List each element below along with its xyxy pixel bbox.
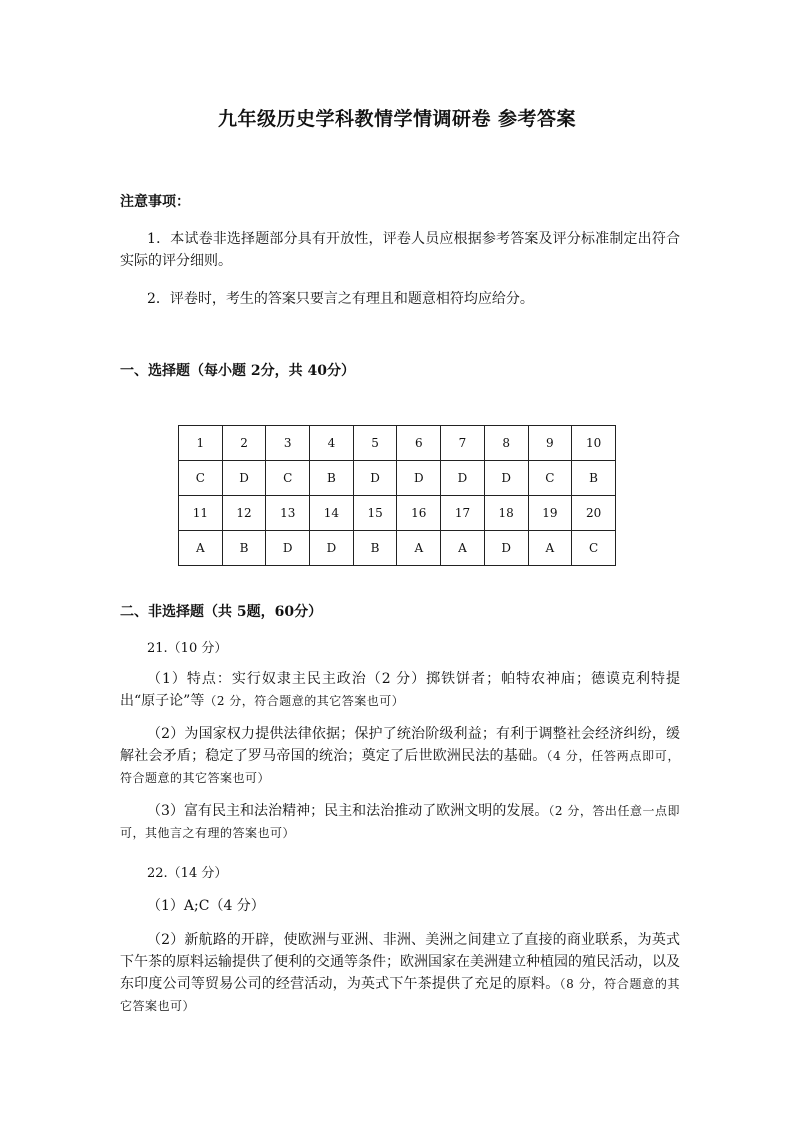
scoring-note: （2 分，符合题意的其它答案也可） bbox=[204, 694, 405, 708]
answer-text: （1）特点：实行奴隶主民主政治（2 分）掷铁饼者；帕特农神庙；德谟克利特提出“原子论”等 bbox=[120, 671, 680, 709]
table-cell: 9 bbox=[528, 426, 572, 461]
table-cell: 20 bbox=[572, 496, 616, 531]
choice-answer-table bbox=[178, 425, 616, 566]
table-cell: B bbox=[353, 531, 397, 566]
table-cell: 7 bbox=[441, 426, 485, 461]
table-cell: 3 bbox=[266, 426, 310, 461]
section-1-heading: 一、选择题（每小题 2分，共 40分） bbox=[120, 363, 355, 379]
notice-item-1: 1．本试卷非选择题部分具有开放性，评卷人员应根据参考答案及评分标准制定出符合实际的评分细则。 bbox=[120, 231, 680, 269]
q21-answer-3 bbox=[120, 800, 680, 844]
table-cell: C bbox=[572, 531, 616, 566]
question-21-label: 21.（10 分） bbox=[147, 641, 228, 656]
table-cell: 8 bbox=[484, 426, 528, 461]
answer-text: （2）新航路的开辟，使欧洲与亚洲、非洲、美洲之间建立了直接的商业联系，为英式下午茶的原料运输提供了便利的交通等条件；欧洲国家在美洲建立种植园的殖民活动，以及东印度公司等贸易公司的经营活动，为英式下午茶提供了充足的原料。 bbox=[120, 932, 680, 992]
q22-answer-2 bbox=[120, 929, 680, 1017]
table-cell: 4 bbox=[310, 426, 354, 461]
scoring-note: （8 分，符合题意的其它答案也可） bbox=[120, 977, 681, 1013]
table-cell: D bbox=[353, 461, 397, 496]
table-cell: D bbox=[484, 461, 528, 496]
question-22-label: 22.（14 分） bbox=[147, 866, 228, 881]
table-cell: C bbox=[528, 461, 572, 496]
table-cell: 6 bbox=[397, 426, 441, 461]
table-cell: 15 bbox=[353, 496, 397, 531]
table-cell: C bbox=[266, 461, 310, 496]
table-row bbox=[179, 426, 616, 461]
table-cell: D bbox=[222, 461, 266, 496]
table-cell: 19 bbox=[528, 496, 572, 531]
table-cell: 1 bbox=[179, 426, 223, 461]
scoring-note: （4 分，任答两点即可，符合题意的其它答案也可） bbox=[120, 749, 681, 785]
q21-answer-1 bbox=[120, 668, 680, 712]
table-row bbox=[179, 531, 616, 566]
table-cell: D bbox=[441, 461, 485, 496]
table-cell: D bbox=[484, 531, 528, 566]
table-cell: D bbox=[310, 531, 354, 566]
table-cell: A bbox=[179, 531, 223, 566]
scoring-note: （2 分，答出任意一点即可，其他言之有理的答案也可） bbox=[120, 804, 681, 840]
table-cell: A bbox=[397, 531, 441, 566]
table-cell: 16 bbox=[397, 496, 441, 531]
table-cell: 13 bbox=[266, 496, 310, 531]
page-title: 九年级历史学科教情学情调研卷 参考答案 bbox=[217, 108, 577, 130]
table-cell: B bbox=[222, 531, 266, 566]
table-cell: 12 bbox=[222, 496, 266, 531]
table-cell: 10 bbox=[572, 426, 616, 461]
table-cell: B bbox=[572, 461, 616, 496]
q22-answer-1 bbox=[120, 895, 680, 917]
table-cell: D bbox=[397, 461, 441, 496]
notice-heading: 注意事项： bbox=[120, 194, 190, 210]
table-cell: C bbox=[179, 461, 223, 496]
table-cell: B bbox=[310, 461, 354, 496]
table-cell: 5 bbox=[353, 426, 397, 461]
section-2-heading: 二、非选择题（共 5题，60分） bbox=[120, 604, 323, 620]
table-cell: A bbox=[528, 531, 572, 566]
table-cell: A bbox=[441, 531, 485, 566]
answer-text: （3）富有民主和法治精神；民主和法治推动了欧洲文明的发展。 bbox=[147, 803, 549, 819]
notice-item-2: 2．评卷时，考生的答案只要言之有理且和题意相符均应给分。 bbox=[147, 291, 534, 307]
table-cell: 2 bbox=[222, 426, 266, 461]
table-row bbox=[179, 496, 616, 531]
table-row bbox=[179, 461, 616, 496]
table-cell: 17 bbox=[441, 496, 485, 531]
answer-text: （2）为国家权力提供法律依据；保护了统治阶级利益；有利于调整社会经济纠纷，缓解社会矛盾；稳定了罗马帝国的统治；奠定了后世欧洲民法的基础。 bbox=[120, 726, 680, 764]
table-cell: 18 bbox=[484, 496, 528, 531]
answer-text: （1）A;C（4 分） bbox=[147, 898, 265, 914]
table-cell: 14 bbox=[310, 496, 354, 531]
q21-answer-2 bbox=[120, 723, 680, 789]
table-cell: 11 bbox=[179, 496, 223, 531]
table-cell: D bbox=[266, 531, 310, 566]
